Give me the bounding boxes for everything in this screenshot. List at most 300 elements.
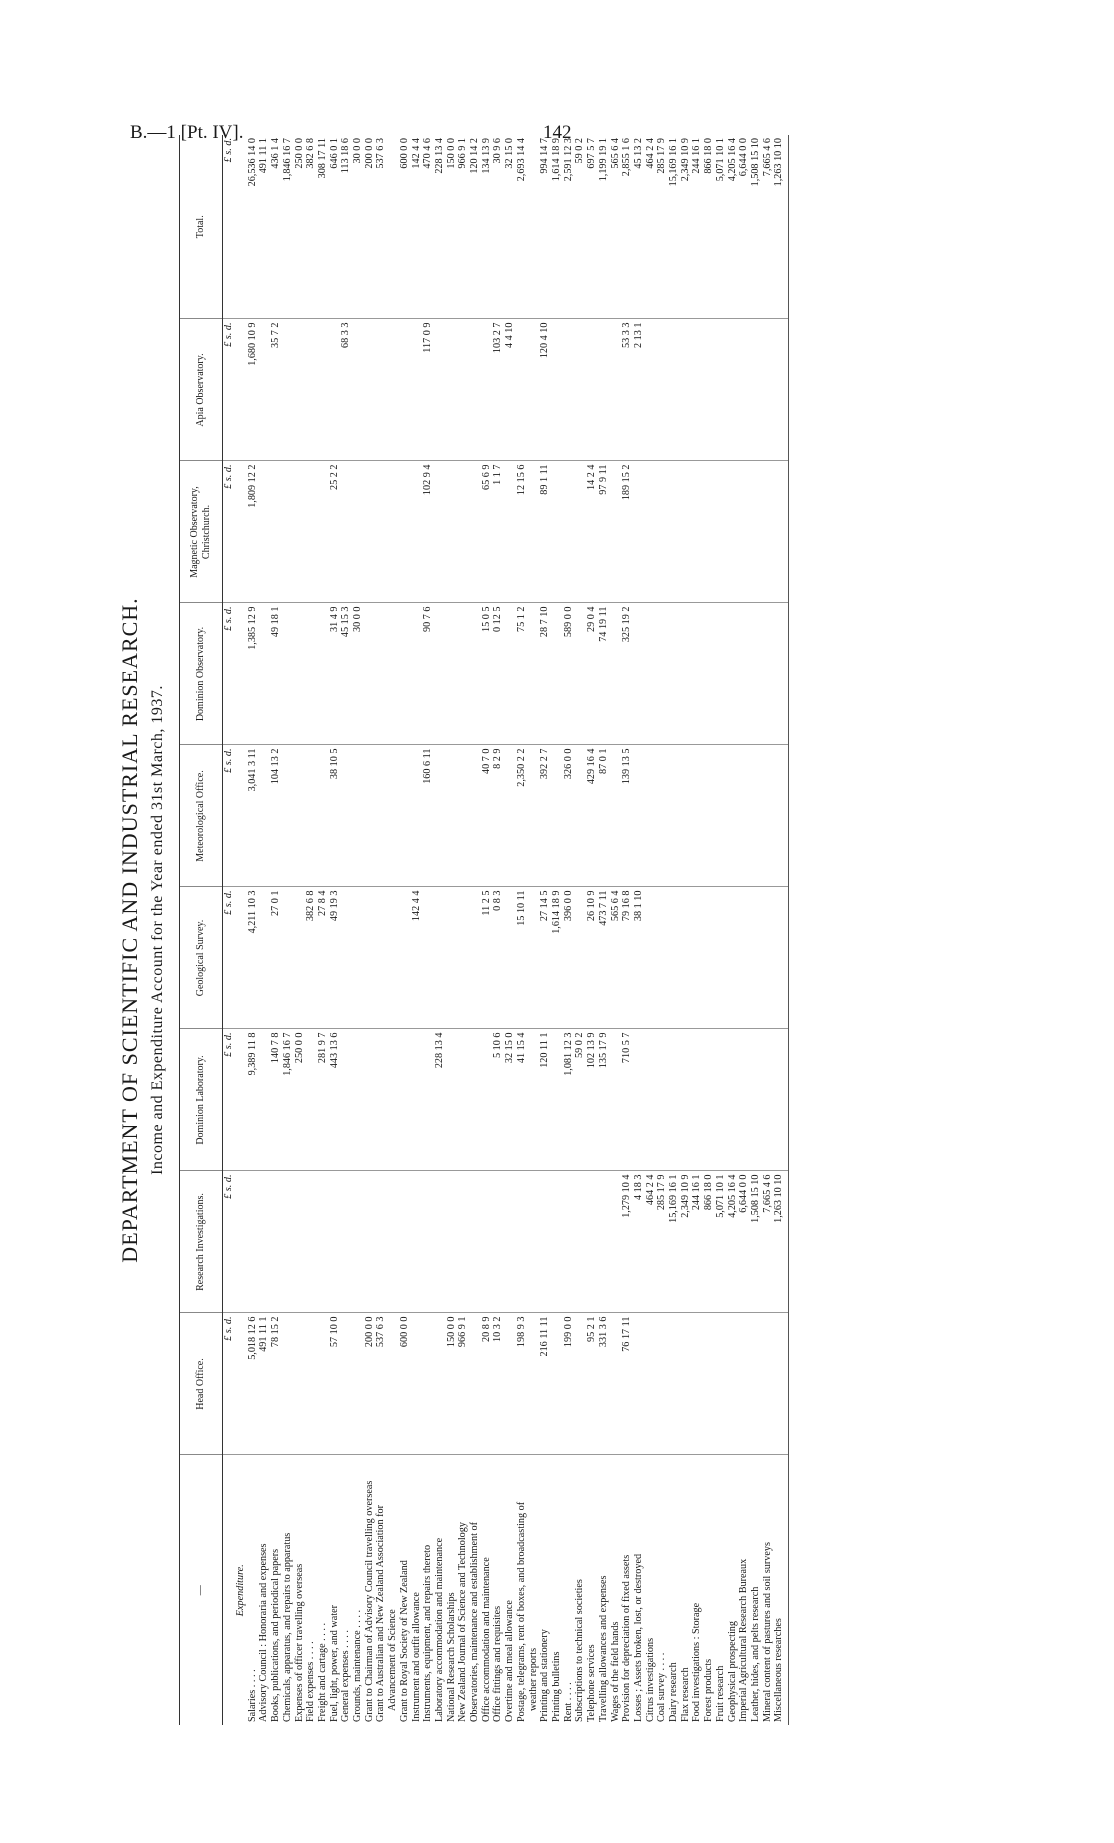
table-row	[411, 135, 423, 1725]
geological-survey-cell	[691, 887, 703, 1029]
total-cell: 15,169 16 1	[668, 135, 680, 319]
item-cell: Losses ; Assets broken, lost, or destroyed	[632, 1553, 644, 1722]
magnetic-observatory-cell	[340, 461, 352, 603]
geological-survey-cell	[762, 887, 774, 1029]
total-cell: 1,199 19 1	[598, 135, 610, 319]
item-cell: Observatories, maintenance and establishment of	[469, 1521, 481, 1722]
head-office-cell	[762, 1313, 774, 1455]
item-cell: Rent . . . .	[562, 1682, 574, 1722]
meteorological-office-cell	[305, 745, 317, 887]
head-office-cell	[422, 1313, 434, 1455]
column-header: Magnetic Observatory, Christchurch.	[180, 461, 223, 603]
meteorological-office-cell	[738, 745, 750, 887]
apia-observatory-cell	[411, 319, 423, 461]
table-row	[258, 135, 270, 1725]
head-office-cell: 76 17 11	[621, 1313, 633, 1455]
apia-observatory-cell	[434, 319, 446, 461]
dominion-laboratory-cell	[633, 1029, 645, 1171]
total-cell: 5,071 10 1	[715, 135, 727, 319]
item-cell: Geophysical prospecting	[726, 1621, 738, 1722]
total-cell: 6,644 0 0	[738, 135, 750, 319]
dominion-laboratory-cell	[703, 1029, 715, 1171]
research-investigations-cell	[457, 1171, 469, 1313]
item-cell: Office accommodation and maintenance	[480, 1557, 492, 1722]
dominion-laboratory-cell	[715, 1029, 727, 1171]
total-cell: 2,693 14 4	[516, 135, 528, 319]
item-cell: Flax research	[679, 1667, 691, 1722]
research-investigations-cell	[481, 1171, 493, 1313]
item-cell: Laboratory accommodation and maintenance	[433, 1537, 445, 1722]
research-investigations-cell: 866 18 0	[703, 1171, 715, 1313]
column-header: Research Investigations.	[180, 1171, 223, 1313]
research-investigations-cell	[364, 1171, 376, 1313]
head-office-cell: 95 2 1	[586, 1313, 598, 1455]
apia-observatory-cell: 2 13 1	[633, 319, 645, 461]
magnetic-observatory-cell	[235, 461, 247, 603]
dominion-observatory-cell: 15 0 5	[481, 603, 493, 745]
table-row	[703, 135, 715, 1725]
research-investigations-cell	[492, 1171, 504, 1313]
dominion-observatory-cell	[633, 603, 645, 745]
research-investigations-cell	[551, 1171, 563, 1313]
meteorological-office-cell: 326 0 0	[563, 745, 575, 887]
apia-observatory-cell	[586, 319, 598, 461]
item-cell: National Research Scholarships	[445, 1592, 457, 1722]
meteorological-office-cell: 8 2 9	[492, 745, 504, 887]
table-row	[247, 135, 259, 1725]
geological-survey-cell	[399, 887, 411, 1029]
research-investigations-cell	[258, 1171, 270, 1313]
dominion-observatory-cell	[294, 603, 306, 745]
item-cell: Telephone services	[586, 1644, 598, 1722]
dominion-laboratory-cell: 5 10 6	[492, 1029, 504, 1171]
dominion-laboratory-cell: 9,389 11 8	[247, 1029, 259, 1171]
head-office-cell	[411, 1313, 423, 1455]
magnetic-observatory-cell	[633, 461, 645, 603]
total-cell: 250 0 0	[294, 135, 306, 319]
dominion-observatory-cell	[645, 603, 657, 745]
apia-observatory-cell: 4 4 10	[504, 319, 516, 461]
geological-survey-cell: 15 10 11	[516, 887, 528, 1029]
units-cell: £ s. d.	[223, 1313, 236, 1455]
dominion-observatory-cell	[610, 603, 622, 745]
research-investigations-cell	[282, 1171, 294, 1313]
geological-survey-cell	[703, 887, 715, 1029]
table-row	[691, 135, 703, 1725]
research-investigations-cell	[598, 1171, 610, 1313]
units-cell: £ s. d.	[223, 745, 236, 887]
meteorological-office-cell	[399, 745, 411, 887]
magnetic-observatory-cell	[563, 461, 575, 603]
item-cell: Fuel, light, power, and water	[328, 1604, 340, 1722]
item-cell: Grant to Royal Society of New Zealand	[398, 1560, 410, 1722]
apia-observatory-cell	[516, 319, 528, 461]
geological-survey-cell	[469, 887, 481, 1029]
item-cell: Overtime and meal allowance	[504, 1600, 516, 1722]
item-cell: Freight and cartage . . . .	[316, 1622, 328, 1722]
geological-survey-cell	[364, 887, 376, 1029]
item-cell: Field expenses . . . .	[305, 1641, 317, 1722]
research-investigations-cell: 6,644 0 0	[738, 1171, 750, 1313]
table-row	[516, 135, 528, 1725]
magnetic-observatory-cell	[317, 461, 329, 603]
geological-survey-cell: 38 1 10	[633, 887, 645, 1029]
meteorological-office-cell	[528, 745, 540, 887]
dominion-observatory-cell	[446, 603, 458, 745]
research-investigations-cell: 15,169 16 1	[668, 1171, 680, 1313]
total-cell: 994 14 7	[539, 135, 551, 319]
table-row	[621, 135, 633, 1725]
column-header: Geological Survey.	[180, 887, 223, 1029]
total-cell: 646 0 1	[329, 135, 341, 319]
research-investigations-cell: 464 2 4	[645, 1171, 657, 1313]
table-row	[352, 135, 364, 1725]
apia-observatory-cell	[329, 319, 341, 461]
total-cell: 1,508 15 10	[750, 135, 762, 319]
magnetic-observatory-cell	[446, 461, 458, 603]
research-investigations-cell: 7,665 4 6	[762, 1171, 774, 1313]
dominion-laboratory-cell: 102 13 9	[586, 1029, 598, 1171]
column-header: Dominion Observatory.	[180, 603, 223, 745]
dominion-observatory-cell: 29 0 4	[586, 603, 598, 745]
apia-observatory-cell	[645, 319, 657, 461]
magnetic-observatory-cell	[364, 461, 376, 603]
head-office-cell	[305, 1313, 317, 1455]
head-office-cell	[691, 1313, 703, 1455]
geological-survey-cell	[715, 887, 727, 1029]
dominion-laboratory-cell	[656, 1029, 668, 1171]
rule-cell	[785, 1171, 789, 1313]
dominion-observatory-cell: 90 7 6	[422, 603, 434, 745]
total-cell: 308 17 11	[317, 135, 329, 319]
meteorological-office-cell	[668, 745, 680, 887]
apia-observatory-cell: 120 4 10	[539, 319, 551, 461]
total-cell: 491 11 1	[258, 135, 270, 319]
apia-observatory-cell: 53 3 3	[621, 319, 633, 461]
meteorological-office-cell	[703, 745, 715, 887]
head-office-cell: 216 11 11	[539, 1313, 551, 1455]
table-row	[364, 135, 376, 1725]
total-cell: 436 1 4	[270, 135, 282, 319]
meteorological-office-cell	[633, 745, 645, 887]
table-row	[422, 135, 434, 1725]
dominion-laboratory-cell: 710 5 7	[621, 1029, 633, 1171]
total-cell: 7,665 4 6	[762, 135, 774, 319]
units-cell	[223, 1455, 236, 1725]
meteorological-office-cell: 38 10 5	[329, 745, 341, 887]
dominion-observatory-cell	[504, 603, 516, 745]
total-cell: 113 18 6	[340, 135, 352, 319]
geological-survey-cell	[352, 887, 364, 1029]
dominion-observatory-cell	[317, 603, 329, 745]
table-row	[305, 135, 317, 1725]
units-cell: £ s. d.	[223, 1029, 236, 1171]
total-cell: 966 9 1	[457, 135, 469, 319]
meteorological-office-cell	[411, 745, 423, 887]
rule-cell	[785, 461, 789, 603]
table-row	[446, 135, 458, 1725]
units-cell: £ s. d.	[223, 461, 236, 603]
meteorological-office-cell: 40 7 0	[481, 745, 493, 887]
dominion-laboratory-cell	[727, 1029, 739, 1171]
meteorological-office-cell	[434, 745, 446, 887]
head-office-cell: 150 0 0	[446, 1313, 458, 1455]
dominion-observatory-cell	[235, 603, 247, 745]
item-cell: Miscellaneous researches	[773, 1618, 785, 1722]
geological-survey-cell	[645, 887, 657, 1029]
total-cell: 26,536 14 0	[247, 135, 259, 319]
magnetic-observatory-cell	[691, 461, 703, 603]
meteorological-office-cell: 139 13 5	[621, 745, 633, 887]
item-cell: Expenses of officer travelling overseas	[293, 1563, 305, 1722]
dominion-laboratory-cell: 120 11 1	[539, 1029, 551, 1171]
geological-survey-cell	[375, 887, 387, 1029]
apia-observatory-cell	[317, 319, 329, 461]
dominion-observatory-cell	[738, 603, 750, 745]
research-investigations-cell: 285 17 9	[656, 1171, 668, 1313]
geological-survey-cell	[656, 887, 668, 1029]
total-cell: 4,205 16 4	[727, 135, 739, 319]
magnetic-observatory-cell	[645, 461, 657, 603]
apia-observatory-cell	[305, 319, 317, 461]
magnetic-observatory-cell	[294, 461, 306, 603]
rule-cell	[785, 135, 789, 319]
table-row	[282, 135, 294, 1725]
item-cell: New Zealand Journal of Science and Technology	[457, 1522, 469, 1722]
dominion-observatory-cell	[387, 603, 399, 745]
meteorological-office-cell: 392 2 7	[539, 745, 551, 887]
dominion-laboratory-cell	[411, 1029, 423, 1171]
head-office-cell	[656, 1313, 668, 1455]
dominion-observatory-cell: 0 12 5	[492, 603, 504, 745]
geological-survey-cell	[727, 887, 739, 1029]
dominion-observatory-cell	[680, 603, 692, 745]
apia-observatory-cell	[364, 319, 376, 461]
research-investigations-cell	[247, 1171, 259, 1313]
item-cell: Subscriptions to technical societies	[574, 1579, 586, 1722]
head-office-cell	[574, 1313, 586, 1455]
dominion-laboratory-cell: 32 15 0	[504, 1029, 516, 1171]
apia-observatory-cell	[750, 319, 762, 461]
document-subtitle: Income and Expenditure Account for the Year ended 31st March, 1937.	[149, 685, 166, 1175]
table-row	[434, 135, 446, 1725]
magnetic-observatory-cell	[305, 461, 317, 603]
item-cell: Travelling allowances and expenses	[597, 1575, 609, 1722]
apia-observatory-cell	[258, 319, 270, 461]
total-cell: 120 14 2	[469, 135, 481, 319]
meteorological-office-cell	[645, 745, 657, 887]
dominion-observatory-cell: 75 1 2	[516, 603, 528, 745]
item-cell: Coal survey . . . .	[656, 1652, 668, 1722]
meteorological-office-cell	[446, 745, 458, 887]
magnetic-observatory-cell	[504, 461, 516, 603]
column-header: —	[180, 1455, 223, 1725]
item-cell: Mineral content of pastures and soil surveys	[761, 1542, 773, 1722]
meteorological-office-cell	[750, 745, 762, 887]
research-investigations-cell: 4,205 16 4	[727, 1171, 739, 1313]
item-cell: Advancement of Science	[387, 1609, 399, 1711]
units-cell: £ s. d.	[223, 887, 236, 1029]
rule-cell	[785, 319, 789, 461]
geological-survey-cell	[504, 887, 516, 1029]
head-office-cell	[738, 1313, 750, 1455]
dominion-observatory-cell: 28 7 10	[539, 603, 551, 745]
meteorological-office-cell: 160 6 11	[422, 745, 434, 887]
apia-observatory-cell	[762, 319, 774, 461]
total-cell: 134 13 9	[481, 135, 493, 319]
research-investigations-cell	[387, 1171, 399, 1313]
apia-observatory-cell	[282, 319, 294, 461]
total-cell: 1,263 10 10	[773, 135, 785, 319]
document-title: DEPARTMENT OF SCIENTIFIC AND INDUSTRIAL RESEARCH.	[117, 597, 142, 1263]
head-office-cell	[773, 1313, 785, 1455]
magnetic-observatory-cell	[574, 461, 586, 603]
item-cell: Instrument and outfit allowance	[410, 1592, 422, 1722]
table-row	[270, 135, 282, 1725]
research-investigations-cell: 1,508 15 10	[750, 1171, 762, 1313]
head-office-cell	[434, 1313, 446, 1455]
dominion-observatory-cell	[773, 603, 785, 745]
magnetic-observatory-cell	[703, 461, 715, 603]
total-cell: 697 5 7	[586, 135, 598, 319]
item-cell: Office fittings and requisites	[492, 1605, 504, 1722]
meteorological-office-cell	[715, 745, 727, 887]
apia-observatory-cell	[294, 319, 306, 461]
table-row	[727, 135, 739, 1725]
magnetic-observatory-cell	[551, 461, 563, 603]
item-cell: Grant to Chairman of Advisory Council travelling overseas	[363, 1480, 375, 1722]
meteorological-office-cell	[574, 745, 586, 887]
geological-survey-cell	[668, 887, 680, 1029]
head-office-cell	[340, 1313, 352, 1455]
geological-survey-cell: 27 8 4	[317, 887, 329, 1029]
dominion-observatory-cell	[305, 603, 317, 745]
table-row	[340, 135, 352, 1725]
apia-observatory-cell	[446, 319, 458, 461]
research-investigations-cell	[294, 1171, 306, 1313]
total-cell	[235, 135, 247, 319]
rule-cell	[785, 1313, 789, 1455]
magnetic-observatory-cell	[680, 461, 692, 603]
head-office-cell: 966 9 1	[457, 1313, 469, 1455]
geological-survey-cell	[422, 887, 434, 1029]
geological-survey-cell	[457, 887, 469, 1029]
head-office-cell: 491 11 1	[258, 1313, 270, 1455]
table-row	[375, 135, 387, 1725]
magnetic-observatory-cell	[411, 461, 423, 603]
dominion-laboratory-cell	[645, 1029, 657, 1171]
rule-cell	[785, 1029, 789, 1171]
dominion-observatory-cell: 1,385 12 9	[247, 603, 259, 745]
dominion-laboratory-cell: 228 13 4	[434, 1029, 446, 1171]
research-investigations-cell	[270, 1171, 282, 1313]
head-office-cell: 20 8 9	[481, 1313, 493, 1455]
item-cell: Leather, hides, and pelts research	[749, 1586, 761, 1722]
dominion-laboratory-cell	[305, 1029, 317, 1171]
apia-observatory-cell	[352, 319, 364, 461]
dominion-laboratory-cell: 135 17 9	[598, 1029, 610, 1171]
total-cell: 470 4 6	[422, 135, 434, 319]
total-cell: 382 6 8	[305, 135, 317, 319]
apia-observatory-cell	[399, 319, 411, 461]
geological-survey-cell	[446, 887, 458, 1029]
head-office-cell: 331 3 6	[598, 1313, 610, 1455]
dominion-laboratory-cell: 443 13 6	[329, 1029, 341, 1171]
research-investigations-cell	[469, 1171, 481, 1313]
magnetic-observatory-cell	[258, 461, 270, 603]
head-office-cell: 198 9 3	[516, 1313, 528, 1455]
page-reference: B.—1 [Pt. IV].	[130, 122, 244, 143]
table-row	[645, 135, 657, 1725]
magnetic-observatory-cell	[352, 461, 364, 603]
table-row	[399, 135, 411, 1725]
dominion-laboratory-cell	[610, 1029, 622, 1171]
geological-survey-cell: 1,614 18 9	[551, 887, 563, 1029]
dominion-observatory-cell	[703, 603, 715, 745]
geological-survey-cell: 142 4 4	[411, 887, 423, 1029]
table-row	[528, 135, 540, 1725]
item-cell: Expenditure.	[235, 1564, 246, 1617]
total-cell: 228 13 4	[434, 135, 446, 319]
total-cell	[528, 135, 540, 319]
magnetic-observatory-cell	[375, 461, 387, 603]
dominion-observatory-cell	[258, 603, 270, 745]
units-cell: £ s. d.	[223, 319, 236, 461]
item-cell: Instruments, equipment, and repairs thereto	[422, 1544, 434, 1722]
dominion-observatory-cell	[762, 603, 774, 745]
dominion-laboratory-cell	[235, 1029, 247, 1171]
units-row	[223, 135, 236, 1725]
table-row	[504, 135, 516, 1725]
apia-observatory-cell	[680, 319, 692, 461]
dominion-laboratory-cell	[375, 1029, 387, 1171]
geological-survey-cell	[282, 887, 294, 1029]
geological-survey-cell	[434, 887, 446, 1029]
rule-cell	[785, 603, 789, 745]
table-row	[668, 135, 680, 1725]
meteorological-office-cell	[317, 745, 329, 887]
dominion-laboratory-cell: 59 0 2	[574, 1029, 586, 1171]
total-cell: 537 6 3	[375, 135, 387, 319]
apia-observatory-cell	[481, 319, 493, 461]
apia-observatory-cell: 1,680 10 9	[247, 319, 259, 461]
table-row	[610, 135, 622, 1725]
research-investigations-cell: 4 18 3	[633, 1171, 645, 1313]
rule-cell	[785, 745, 789, 887]
dominion-observatory-cell	[282, 603, 294, 745]
apia-observatory-cell: 117 0 9	[422, 319, 434, 461]
head-office-cell: 5,018 12 6	[247, 1313, 259, 1455]
dominion-observatory-cell: 31 4 9	[329, 603, 341, 745]
head-office-cell	[633, 1313, 645, 1455]
apia-observatory-cell	[598, 319, 610, 461]
magnetic-observatory-cell	[668, 461, 680, 603]
dominion-laboratory-cell	[340, 1029, 352, 1171]
meteorological-office-cell	[258, 745, 270, 887]
dominion-laboratory-cell	[457, 1029, 469, 1171]
meteorological-office-cell	[235, 745, 247, 887]
apia-observatory-cell	[715, 319, 727, 461]
dominion-laboratory-cell	[668, 1029, 680, 1171]
dominion-observatory-cell	[434, 603, 446, 745]
geological-survey-cell: 0 8 3	[492, 887, 504, 1029]
dominion-laboratory-cell	[352, 1029, 364, 1171]
head-office-cell: 57 10 0	[329, 1313, 341, 1455]
apia-observatory-cell	[738, 319, 750, 461]
apia-observatory-cell	[656, 319, 668, 461]
apia-observatory-cell	[375, 319, 387, 461]
expenditure-table	[179, 135, 789, 1725]
